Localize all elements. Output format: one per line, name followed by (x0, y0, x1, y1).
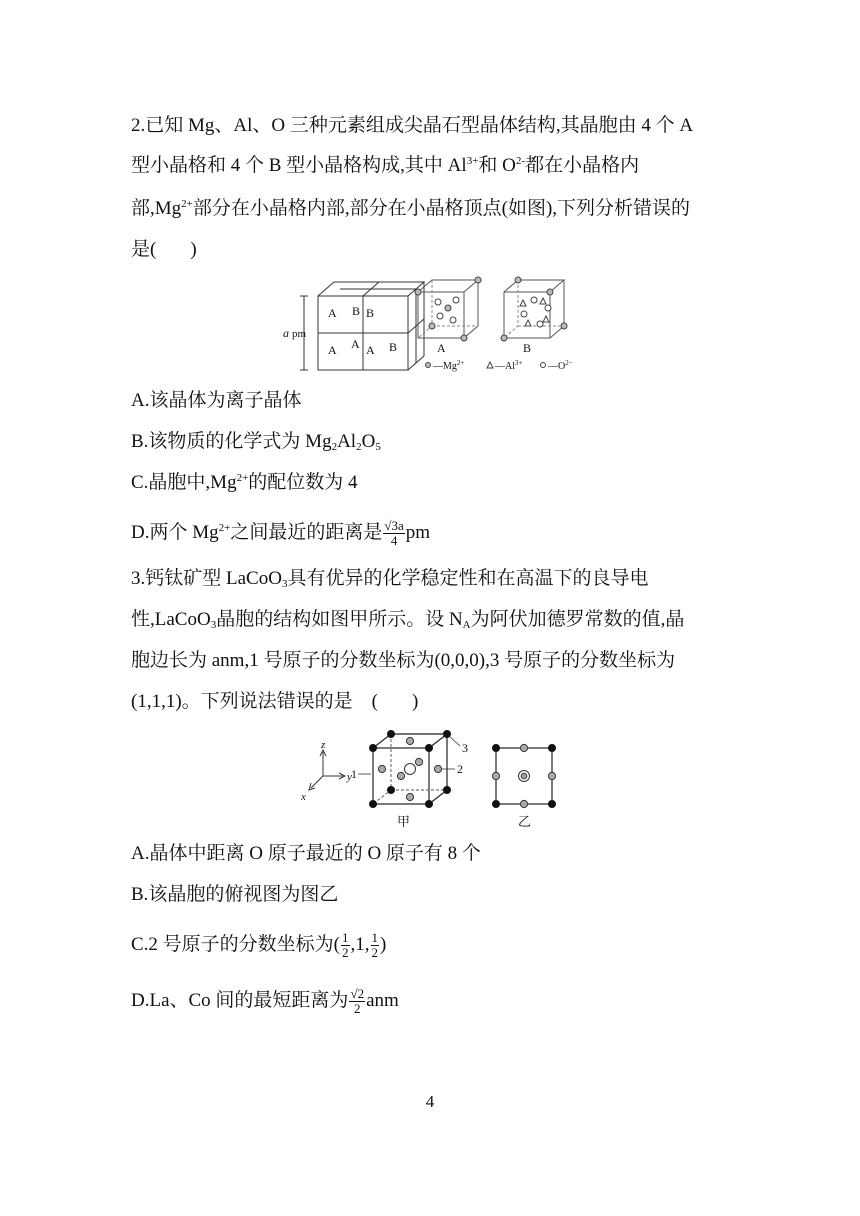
fraction (341, 931, 350, 960)
q3-text: 胞边长为 anm,1 号原子的分数坐标为(0,0,0),3 号原子的分数坐标为 (131, 650, 676, 671)
fraction-numerator: 1 (371, 930, 379, 945)
q3-option-c (131, 931, 386, 960)
charge-superscript: 2- (515, 155, 526, 167)
cube-label: A (328, 343, 337, 357)
subscript: 2 (356, 441, 362, 453)
q2-line-4 (131, 238, 197, 262)
option-text: B.该物质的化学式为 Mg (131, 431, 332, 452)
legend-o-charge: 2− (565, 359, 573, 367)
figure-jia-caption: 甲 (397, 814, 411, 829)
fraction-denominator: 2 (371, 945, 379, 960)
q2-text: 都在小晶格内 (525, 155, 640, 176)
fraction (371, 931, 380, 960)
q2-option-a (131, 389, 301, 413)
subscript: 3 (281, 578, 288, 590)
fraction-numerator: 1 (342, 930, 349, 945)
fraction-numerator: √2 (350, 986, 365, 1001)
page-number: 4 (425, 1092, 435, 1111)
q2-line-1 (131, 114, 693, 138)
q2-text: 部分在小晶格内部,部分在小晶格顶点(如图),下列分析错误的 (192, 198, 691, 219)
q3-option-a (131, 842, 481, 866)
q2-text: ) (190, 239, 197, 260)
q3-line-3 (131, 649, 675, 673)
charge-superscript: 2+ (236, 472, 249, 484)
option-text: B.该晶胞的俯视图为图乙 (131, 884, 339, 905)
option-text: ,1, (350, 933, 370, 955)
option-text: A.该晶体为离子晶体 (131, 390, 302, 411)
subscript: 3 (210, 619, 217, 631)
q3-option-b (131, 883, 338, 907)
q2-option-d (131, 519, 430, 548)
q2-text: 是( (131, 239, 157, 260)
q3-line-4 (131, 690, 418, 714)
dimension-pm-label: pm (292, 328, 307, 340)
subscript: 2 (331, 441, 338, 453)
q2-text: 部,Mg (131, 198, 182, 219)
option-text: anm (366, 989, 399, 1011)
q2-text: 型小晶格和 4 个 B 型小晶格构成,其中 Al (131, 155, 467, 176)
option-text: O (361, 431, 376, 452)
axis-z-label: z (321, 739, 326, 751)
q2-line-3 (131, 197, 690, 221)
legend-al-charge: 3+ (515, 359, 523, 367)
cube-label: B (352, 304, 361, 318)
option-text: 的配位数为 4 (248, 472, 358, 493)
fraction (383, 519, 404, 548)
spinel-figure (278, 270, 608, 376)
charge-superscript: 2+ (181, 198, 193, 210)
option-text: C.晶胞中,Mg (131, 472, 237, 493)
q3-line-2 (131, 608, 684, 632)
q2-option-b (131, 430, 381, 454)
q3-line-1 (131, 567, 648, 591)
atom-3-label: 3 (462, 741, 468, 755)
option-text: C.2 号原子的分数坐标为( (131, 933, 341, 955)
cube-label: A (366, 343, 375, 357)
charge-superscript: 2+ (218, 521, 231, 534)
q3-text: 性,LaCoO (131, 609, 211, 630)
fraction-denominator: 4 (390, 533, 398, 548)
option-text: D.两个 Mg (131, 521, 219, 543)
option-text: ) (380, 933, 387, 955)
atom-1-label: 1 (351, 767, 357, 781)
figure-yi-caption: 乙 (518, 814, 532, 829)
option-text: Al (337, 431, 357, 452)
fraction-numerator: √3a (384, 518, 404, 533)
fraction-denominator: 2 (354, 1001, 361, 1016)
subscript: 5 (375, 441, 381, 453)
option-text: pm (405, 521, 431, 543)
fraction-denominator: 2 (342, 945, 349, 960)
fraction (349, 987, 365, 1016)
option-text: D.La、Co 间的最短距离为 (131, 989, 349, 1011)
option-text: A.晶体中距离 O 原子最近的 O 原子有 8 个 (131, 843, 481, 864)
charge-superscript: 3+ (466, 155, 479, 167)
q3-text: 为阿伏加德罗常数的值,晶 (470, 609, 685, 630)
q2-text: 和 O (478, 155, 516, 176)
svg-text:—Al3+ (494, 359, 523, 372)
q3-text: (1,1,1)。下列说法错误的是 ( (131, 691, 378, 712)
atom-2-label: 2 (457, 762, 463, 776)
q3-text: 具有优异的化学稳定性和在高温下的良导电 (287, 568, 649, 589)
q2-line-2 (131, 154, 639, 178)
axis-x-label: x (301, 791, 306, 803)
legend-mg: —Mg (433, 361, 457, 372)
subscript: A (462, 619, 471, 631)
q3-option-d (131, 987, 399, 1016)
cube-label: B (389, 340, 398, 354)
option-text: 之间最近的距离是 (230, 521, 383, 543)
legend-mg-charge: 2+ (456, 359, 465, 367)
cube-label: A (351, 337, 360, 351)
cube-label: A (328, 306, 337, 320)
q2-option-c (131, 471, 358, 495)
q2-text: 2.已知 Mg、Al、O 三种元素组成尖晶石型晶体结构,其晶胞由 4 个 A (131, 115, 694, 136)
legend-al: —Al (495, 361, 515, 372)
axis-y-label: y (347, 771, 352, 783)
dimension-a-label: a (283, 326, 289, 340)
q3-text: ) (411, 691, 419, 712)
legend-o: —O (548, 361, 566, 372)
cube-label: B (366, 306, 375, 320)
q3-text: 晶胞的结构如图甲所示。设 N (216, 609, 463, 630)
cell-a-label: A (437, 341, 446, 355)
svg-text:—Mg2+ (432, 359, 464, 372)
svg-text:—O2− (547, 359, 573, 372)
cell-b-label: B (523, 341, 532, 355)
q3-text: 3.钙钛矿型 LaCoO (131, 568, 282, 589)
perovskite-figure (295, 728, 570, 834)
